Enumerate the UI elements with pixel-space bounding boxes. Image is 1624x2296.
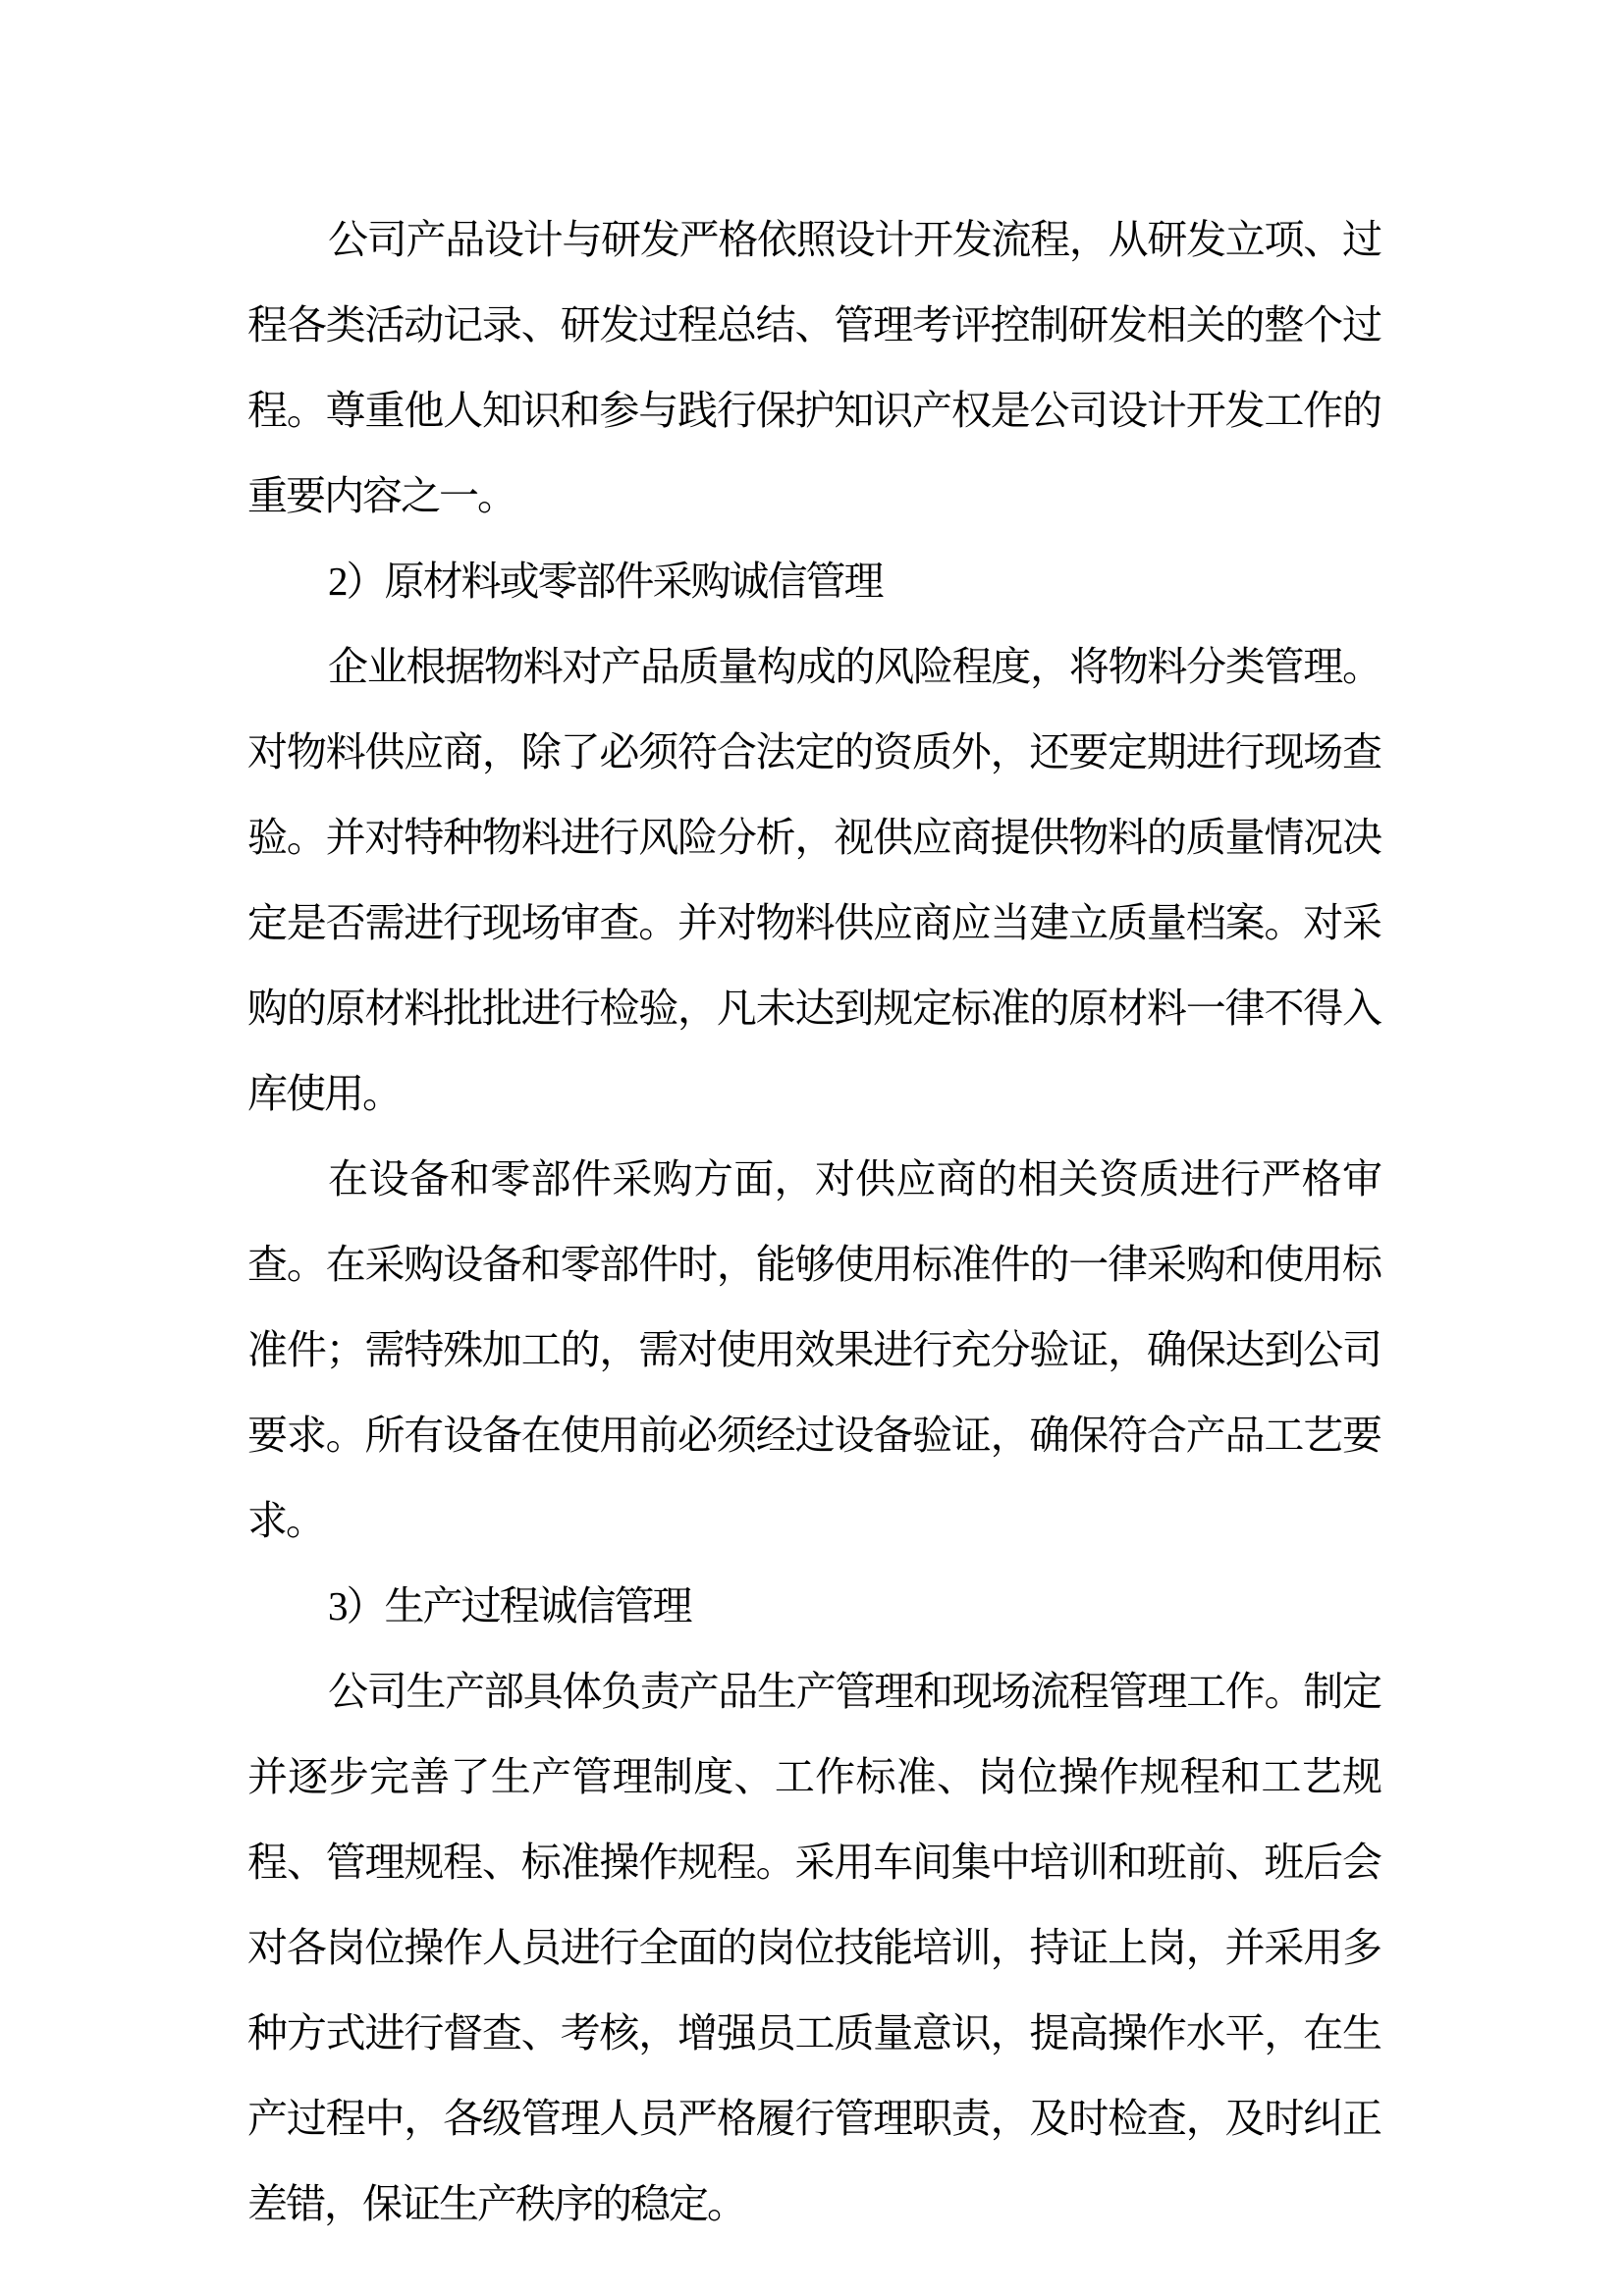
paragraph: 在设备和零部件采购方面，对供应商的相关资质进行严格审查。在采购设备和零部件时，能够使用标准件的一律采购和使用标准件；需特殊加工的，需对使用效果进行充分验证，确保达到公司要求。所有设备在使用前必须经过设备验证，确保符合产品工艺要求。: [247, 1156, 1380, 1543]
list-heading: 3）生产过程诚信管理: [328, 1583, 691, 1629]
list-heading: 2）原材料或零部件采购诚信管理: [328, 559, 883, 604]
paragraph: 公司产品设计与研发严格依照设计开发流程，从研发立项、过程各类活动记录、研发过程总结、管理考评控制研发相关的整个过程。尊重他人知识和参与践行保护知识产权是公司设计开发工作的重要内容之一。: [247, 217, 1380, 518]
document-body: [247, 197, 1380, 2247]
paragraph: 企业根据物料对产品质量构成的风险程度，将物料分类管理。对物料供应商，除了必须符合法定的资质外，还要定期进行现场查验。并对特种物料进行风险分析，视供应商提供物料的质量情况决定是否需进行现场审查。并对物料供应商应当建立质量档案。对采购的原材料批批进行检验，凡未达到规定标准的原材料一律不得入库使用。: [247, 644, 1380, 1116]
paragraph: 公司生产部具体负责产品生产管理和现场流程管理工作。制定并逐步完善了生产管理制度、工作标准、岗位操作规程和工艺规程、管理规程、标准操作规程。采用车间集中培训和班前、班后会对各岗位操作人员进行全面的岗位技能培训，持证上岗，并采用多种方式进行督查、考核，增强员工质量意识，提高操作水平，在生产过程中，各级管理人员严格履行管理职责，及时检查，及时纠正差错，保证生产秩序的稳定。: [247, 1669, 1380, 2226]
